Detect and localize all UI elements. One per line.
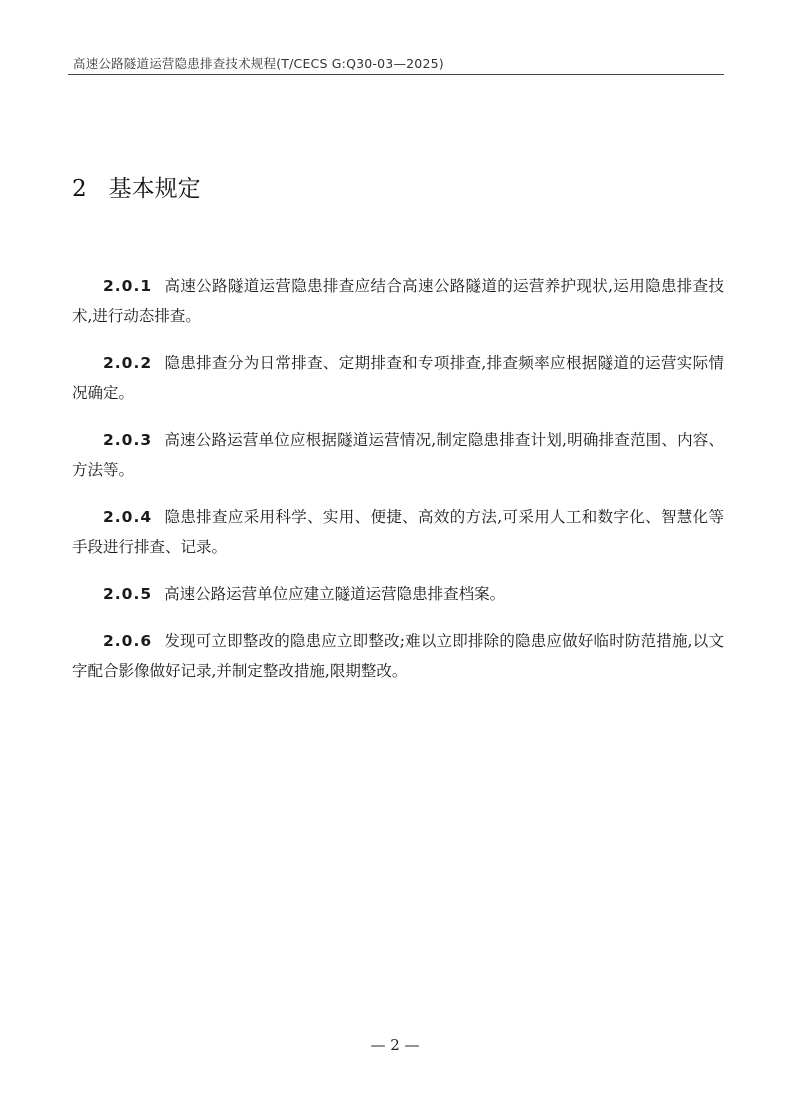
clause-number: 2.0.4 bbox=[103, 508, 153, 526]
clause-2-0-3 bbox=[72, 425, 724, 485]
clause-number: 2.0.6 bbox=[103, 632, 153, 650]
chapter-title: 基本规定 bbox=[108, 176, 201, 202]
clause-2-0-1 bbox=[72, 271, 724, 331]
clause-text: 高速公路运营单位应根据隧道运营情况,制定隐患排查计划,明确排查范围、内容、方法等。 bbox=[72, 431, 724, 479]
clause-2-0-6 bbox=[72, 626, 724, 686]
chapter-number: 2 bbox=[72, 176, 87, 202]
running-header: 高速公路隧道运营隐患排查技术规程(T/CECS G:Q30-03—2025) bbox=[73, 56, 444, 71]
clause-number: 2.0.5 bbox=[103, 585, 153, 603]
clause-2-0-2 bbox=[72, 348, 724, 408]
clause-number: 2.0.3 bbox=[103, 431, 153, 449]
page-number: — 2 — bbox=[370, 1036, 420, 1054]
header-rule bbox=[68, 74, 724, 75]
clause-text: 高速公路隧道运营隐患排查应结合高速公路隧道的运营养护现状,运用隐患排查技术,进行动态排查。 bbox=[72, 277, 724, 325]
clause-text: 隐患排查分为日常排查、定期排查和专项排查,排查频率应根据隧道的运营实际情况确定。 bbox=[72, 354, 724, 402]
clause-2-0-5 bbox=[72, 579, 724, 609]
clause-number: 2.0.1 bbox=[103, 277, 153, 295]
clause-list bbox=[72, 271, 724, 703]
chapter-heading bbox=[72, 170, 201, 203]
clause-text: 发现可立即整改的隐患应立即整改;难以立即排除的隐患应做好临时防范措施,以文字配合影像做好记录,并制定整改措施,限期整改。 bbox=[72, 632, 724, 680]
clause-2-0-4 bbox=[72, 502, 724, 562]
clause-text: 高速公路运营单位应建立隧道运营隐患排查档案。 bbox=[164, 585, 506, 603]
clause-text: 隐患排查应采用科学、实用、便捷、高效的方法,可采用人工和数字化、智慧化等手段进行排查、记录。 bbox=[72, 508, 724, 556]
clause-number: 2.0.2 bbox=[103, 354, 153, 372]
